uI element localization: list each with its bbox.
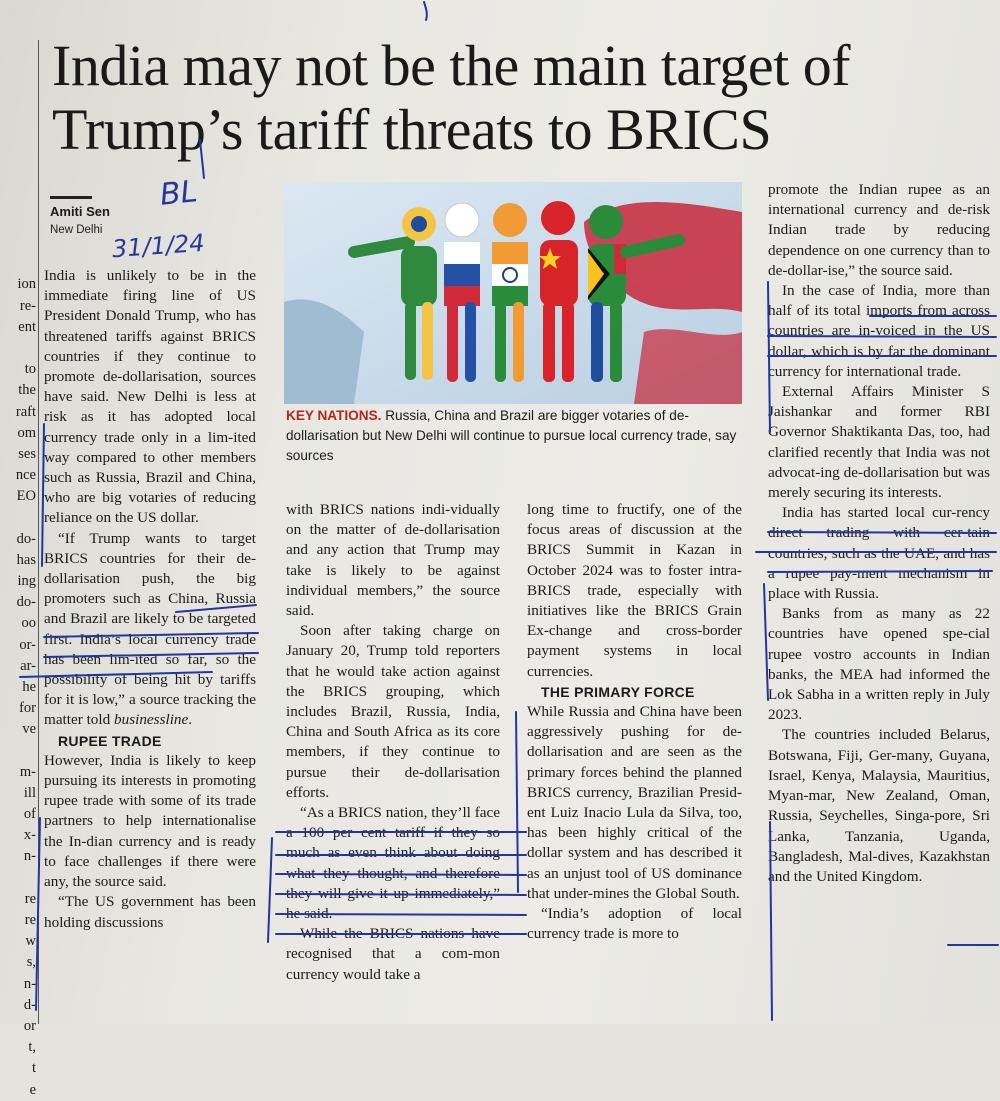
illustration-brics-flags	[284, 182, 742, 404]
edge-fragment	[0, 232, 36, 253]
paragraph: “The US government has been holding discussions	[44, 893, 256, 931]
paragraph: “As a BRICS nation, they’ll face a 100 per cent tariff if they so much as even think about doing what they thought, and therefore they will give it up immediately,” he said.	[286, 804, 500, 923]
paragraph: However, India is likely to keep pursuing its interests in promoting rupee trade with some of its trade partners to help internationalise the In-dian currency and is ready to face challenges if there were any, the source said.	[44, 751, 256, 891]
paragraph: India is unlikely to be in the immediate firing line of US President Donald Trump, who has threatened tariffs against BRICS countries if they continue to promote de-dollarisation, sources have said. New Delhi is less at risk as it has adopted local currency trade only in a lim-ited way compared to other members such as Russia, Brazil and China, who are big votaries of reducing reliance on the US dollar.	[44, 267, 256, 527]
paragraph: External Affairs Minister S Jaishankar and former RBI Governor Shaktikanta Das, too, had clarified recently that India was not advocat-ing de-dollarisation but was merely securing its interests.	[768, 383, 990, 502]
edge-fragment	[0, 868, 36, 889]
edge-fragment	[0, 741, 36, 762]
edge-fragment: ent	[18, 318, 36, 335]
paragraph: Soon after taking charge on January 20, Trump told reporters that he would take action against the BRICS grouping, which includes Brazil, Russia, India, China and South Africa as its core members, if they continue to pursue their de-dollarisation efforts.	[286, 622, 500, 801]
caption-label: KEY NATIONS.	[286, 408, 382, 423]
edge-fragment: s,	[26, 954, 36, 971]
handwritten-date: 31/1/24	[111, 228, 206, 264]
edge-fragment: d-	[23, 996, 36, 1013]
edge-fragment: EO	[16, 488, 36, 505]
paragraph: “India’s adoption of local currency trade is more to	[527, 905, 742, 943]
edge-fragment: om	[17, 424, 36, 441]
edge-fragment: ill	[23, 784, 36, 801]
edge-fragment: has	[16, 551, 36, 568]
article-column-1	[44, 266, 256, 933]
paragraph: with BRICS nations indi-vidually on the matter of de-dollarisation and any action that Trump may take is likely to be against individual members,” the source said.	[286, 501, 500, 620]
author-name: Amiti Sen	[50, 204, 110, 219]
edge-fragment: to	[24, 361, 36, 378]
edge-fragment: oo	[21, 615, 36, 632]
edge-fragment: do-	[16, 594, 36, 611]
paragraph: Banks from as many as 22 countries have opened spe-cial rupee vostro accounts in Indian banks, the MEA had informed the Lok Sabha in a written reply in July 2023.	[768, 605, 990, 724]
edge-fragment: ve	[22, 721, 36, 738]
article-column-4	[768, 180, 990, 887]
dateline-location: New Delhi	[50, 224, 103, 236]
paragraph: long time to fructify, one of the focus areas of discussion at the BRICS Summit in Kazan in October 2024 was to foster intra-BRICS trade, especially with initiatives like the BRICS Grain Ex-change and cross-border payment systems in local currencies.	[527, 501, 742, 680]
paragraph	[44, 529, 256, 731]
edge-fragment: of	[23, 806, 36, 823]
paragraph: India has started local cur-rency direct trading with cer-tain countries, such as the UAE, and has a rupee pay-ment mechanism in place with Russia.	[768, 504, 990, 603]
paragraph: promote the Indian rupee as an international currency and de-risk Indian trade by reducing dependence on one currency than to de-dollar-ise,” the source said.	[768, 181, 990, 279]
edge-fragment: ar-	[20, 657, 36, 674]
edge-fragment: re	[24, 890, 36, 907]
edge-fragment: x-	[23, 827, 36, 844]
image-caption	[286, 406, 742, 466]
edge-fragment: re-	[19, 297, 36, 314]
edge-fragment: e	[29, 1081, 36, 1098]
paragraph: The countries included Belarus, Botswana, Fiji, Ger-many, Guyana, Israel, Kenya, Malaysia, Mauritius, Myan-mar, New Zealand, Oman, Russia, Seychelles, Singa-pore, Sri Lanka, Tanzania, Uganda, Bangladesh, Mal-dives, Kazakhstan and the United Kingdom.	[768, 726, 990, 885]
edge-fragment: m-	[19, 763, 36, 780]
headline-line-1: India may not be the main target of	[52, 33, 851, 98]
publication-name: businessline	[114, 711, 189, 729]
edge-fragment	[0, 507, 36, 528]
paragraph-text: “If Trump wants to target BRICS countries for their de-dollarisation push, the big promoters such as China, Russia and Brazil are likely to be targeted first. India’s local currency trade has been lim-ited so far, so the possibility of being hit by tariffs for it is low,” a source tracking the matter told	[44, 529, 256, 729]
caption-text: Russia, China and Brazil are bigger votaries of de-dollarisation but New Delhi will continue to pursue local currency trade, say sources	[286, 408, 737, 463]
edge-fragment: t,	[28, 1039, 36, 1056]
edge-fragment: ing	[17, 573, 36, 589]
edge-fragment: he	[22, 678, 36, 695]
paragraph-end: .	[188, 711, 193, 729]
edge-fragment	[0, 338, 36, 359]
edge-fragment: or-	[19, 636, 36, 653]
subhead-primary-force: THE PRIMARY FORCE	[541, 683, 695, 700]
headline-line-2: Trump’s tariff threats to BRICS	[52, 97, 772, 162]
edge-fragment: or	[23, 1017, 36, 1034]
edge-fragment: for	[19, 700, 36, 717]
byline-rule	[50, 196, 92, 199]
edge-fragment: nce	[15, 467, 36, 484]
edge-fragment: the	[18, 382, 36, 399]
edge-fragment: raft	[15, 403, 36, 420]
edge-fragment: n-	[23, 848, 36, 865]
handwritten-source-mark: BL	[158, 174, 200, 213]
brics-figures-graphic	[284, 182, 742, 404]
article-column-2	[286, 500, 500, 985]
edge-fragment: ion	[17, 276, 36, 293]
column-divider	[38, 40, 39, 1024]
edge-fragment: re	[24, 912, 36, 928]
paragraph: In the case of India, more than half of its total imports from across countries are in-voiced in the US dollar, which is by far the dominant currency for international trade.	[768, 282, 990, 380]
edge-fragment: n-	[23, 975, 36, 992]
headline	[52, 34, 952, 162]
edge-fragment: do-	[16, 530, 36, 547]
edge-fragment: ses	[18, 445, 36, 462]
edge-fragment: t	[31, 1060, 36, 1077]
subhead-rupee-trade: RUPEE TRADE	[58, 732, 162, 749]
article-column-3	[527, 500, 742, 944]
paragraph: While the BRICS nations have recognised that a com-mon currency would take a	[286, 925, 500, 983]
paragraph: While Russia and China have been aggressively pushing for de-dollarisation and are seen as the primary forces behind the planned BRICS currency, Brazilian Presid-ent Luiz Inacio Lula da Silva, too, has been highly critical of the dollar system and has described it as an unjust tool of US dominance that under-mines the Global South.	[527, 703, 742, 902]
adjacent-column-fragments	[0, 232, 36, 1101]
edge-fragment: w	[25, 933, 36, 950]
edge-fragment	[0, 253, 36, 274]
